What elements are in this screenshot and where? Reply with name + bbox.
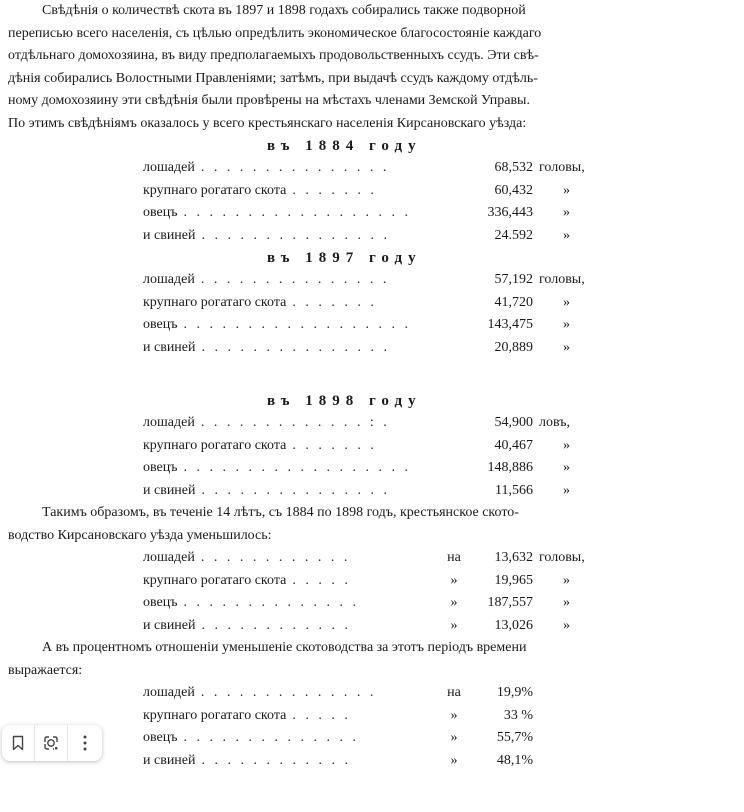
row-value: 13,632 (467, 547, 533, 570)
table-row (143, 435, 613, 458)
row-value: 33 % (467, 705, 533, 728)
leader-dots: . . . . . . . (292, 435, 467, 458)
row-prefix: » (441, 705, 467, 728)
row-value: 20,889 (467, 337, 533, 360)
row-value: 60,432 (467, 180, 533, 203)
row-unit: » (533, 615, 613, 638)
decrease-table (143, 547, 613, 637)
table-row (143, 314, 613, 337)
table-row (143, 180, 613, 203)
row-label: лошадей (143, 269, 201, 292)
row-label: и свиней (143, 480, 202, 503)
table-1884 (143, 157, 613, 247)
table-row (143, 202, 613, 225)
table-row (143, 225, 613, 248)
table-1898 (143, 412, 613, 502)
summary-line: водство Кирсановскаго уѣзда уменьшилось: (8, 525, 736, 548)
row-value: 57,192 (467, 269, 533, 292)
leader-dots: . . . . . . . . . . . . . . (201, 682, 441, 705)
row-label: и свиней (143, 750, 202, 773)
row-label: и свиней (143, 337, 202, 360)
intro-line: переписью всего населенія, съ цѣлью опредѣлить экономическое благосостояніе каждаго (8, 23, 736, 46)
table-row (143, 337, 613, 360)
leader-dots: . . . . . . . (292, 180, 467, 203)
row-value: 55,7% (467, 727, 533, 750)
row-value: 19,9% (467, 682, 533, 705)
row-unit: » (533, 292, 613, 315)
row-label: крупнаго рогатаго скота (143, 570, 292, 593)
leader-dots: . . . . . . . . . . . . . . . . . . (183, 202, 467, 225)
row-label: крупнаго рогатаго скота (143, 180, 292, 203)
bookmark-button[interactable] (2, 725, 35, 761)
lens-search-icon (42, 734, 60, 752)
row-value: 48,1% (467, 750, 533, 773)
leader-dots: . . . . . . . . . . . . . . . (202, 337, 467, 360)
row-value: 11,566 (467, 480, 533, 503)
row-unit: » (533, 202, 613, 225)
percent-row (143, 727, 613, 750)
decrease-row (143, 615, 613, 638)
table-heading-1884: въ 1884 году (267, 135, 736, 157)
row-label: крупнаго рогатаго скота (143, 292, 292, 315)
table-row (143, 292, 613, 315)
table-row (143, 457, 613, 480)
row-value: 336,443 (467, 202, 533, 225)
percent-row (143, 705, 613, 728)
summary-line: Такимъ образомъ, въ теченіе 14 лѣтъ, съ 1884 по 1898 годъ, крестьянское ското- (8, 502, 736, 525)
row-value: 24.592 (467, 225, 533, 248)
row-label: лошадей (143, 412, 201, 435)
image-toolbar (2, 725, 102, 761)
row-label: овецъ (143, 457, 183, 480)
leader-dots: . . . . . . . . . . . . . . . . . . (183, 457, 467, 480)
decrease-row (143, 570, 613, 593)
leader-dots: . . . . . . . . . . . . . . (183, 592, 441, 615)
bookmark-icon (11, 735, 25, 751)
row-prefix: » (441, 570, 467, 593)
percent-line: А въ процентномъ отношеніи уменьшеніе скотоводства за этотъ періодъ времени (8, 637, 736, 660)
more-vertical-icon (82, 734, 88, 752)
table-heading-1898: въ 1898 году (267, 390, 736, 412)
leader-dots: . . . . . (292, 570, 441, 593)
row-label: овецъ (143, 202, 183, 225)
row-value: 13,026 (467, 615, 533, 638)
row-label: и свиней (143, 225, 202, 248)
row-unit: головы, (533, 269, 613, 292)
table-row (143, 269, 613, 292)
row-prefix: » (441, 615, 467, 638)
table-heading-1897: въ 1897 году (267, 247, 736, 269)
row-value: 187,557 (467, 592, 533, 615)
intro-paragraph (8, 0, 736, 135)
row-label: крупнаго рогатаго скота (143, 705, 292, 728)
percent-row (143, 682, 613, 705)
leader-dots: . . . . . . . . . . . . . . . . . . (183, 314, 467, 337)
row-unit: » (533, 225, 613, 248)
spacer (8, 359, 736, 390)
row-unit: » (533, 435, 613, 458)
row-unit: » (533, 314, 613, 337)
row-value: 54,900 (467, 412, 533, 435)
row-label: лошадей (143, 157, 201, 180)
row-unit: головы, (533, 157, 613, 180)
table-row (143, 412, 613, 435)
decrease-row (143, 592, 613, 615)
row-value: 40,467 (467, 435, 533, 458)
row-prefix: » (441, 727, 467, 750)
leader-dots: . . . . . . . . . . . . . . (183, 727, 441, 750)
leader-dots: . . . . . . . . . . . . (201, 547, 441, 570)
row-unit: » (533, 570, 613, 593)
leader-dots: . . . . . . . . . . . . . . . (202, 225, 467, 248)
row-label: овецъ (143, 592, 183, 615)
row-label: овецъ (143, 727, 183, 750)
row-unit: ловъ, (533, 412, 613, 435)
lens-search-button[interactable] (35, 725, 68, 761)
row-value: 148,886 (467, 457, 533, 480)
row-value: 41,720 (467, 292, 533, 315)
leader-dots: . . . . . (292, 705, 441, 728)
table-1897 (143, 269, 613, 359)
row-label: и свиней (143, 615, 202, 638)
more-options-button[interactable] (68, 725, 101, 761)
row-unit: » (533, 457, 613, 480)
row-prefix: на (441, 682, 467, 705)
leader-dots: . . . . . . . . . . . . (202, 615, 441, 638)
percent-table (143, 682, 613, 772)
leader-dots: . . . . . . . . . . . . (202, 750, 441, 773)
leader-dots: . . . . . . . . . . . . . . . (201, 269, 467, 292)
percent-line: выражается: (8, 660, 736, 683)
percent-row (143, 750, 613, 773)
row-label: лошадей (143, 547, 201, 570)
row-value: 68,532 (467, 157, 533, 180)
row-prefix: на (441, 547, 467, 570)
leader-dots: . . . . . . . . . . . . . : . (201, 412, 467, 435)
intro-line: Свѣдѣнія о количествѣ скота въ 1897 и 1898 годахъ собирались также подворной (8, 0, 736, 23)
row-label: овецъ (143, 314, 183, 337)
row-unit: » (533, 592, 613, 615)
row-label: лошадей (143, 682, 201, 705)
intro-line: По этимъ свѣдѣніямъ оказалось у всего крестьянскаго населенія Кирсановскаго уѣзда: (8, 113, 736, 136)
summary-paragraph (8, 502, 736, 547)
row-value: 19,965 (467, 570, 533, 593)
row-label: крупнаго рогатаго скота (143, 435, 292, 458)
leader-dots: . . . . . . . . . . . . . . . (201, 157, 467, 180)
decrease-row (143, 547, 613, 570)
row-prefix: » (441, 750, 467, 773)
leader-dots: . . . . . . . (292, 292, 467, 315)
leader-dots: . . . . . . . . . . . . . . . (202, 480, 467, 503)
intro-line: отдѣльнаго домохозяина, въ виду предполагаемыхъ продовольственныхъ ссудъ. Эти свѣ- (8, 45, 736, 68)
row-unit: » (533, 480, 613, 503)
table-row (143, 157, 613, 180)
table-row (143, 480, 613, 503)
intro-line: дѣнія собирались Волостными Правленіями; затѣмъ, при выдачѣ ссудъ каждому отдѣль- (8, 68, 736, 91)
row-prefix: » (441, 592, 467, 615)
row-unit: » (533, 180, 613, 203)
intro-line: ному домохозяину эти свѣдѣнія были провѣрены на мѣстахъ членами Земской Управы. (8, 90, 736, 113)
row-unit: » (533, 337, 613, 360)
percent-paragraph (8, 637, 736, 682)
row-value: 143,475 (467, 314, 533, 337)
row-unit: головы, (533, 547, 613, 570)
